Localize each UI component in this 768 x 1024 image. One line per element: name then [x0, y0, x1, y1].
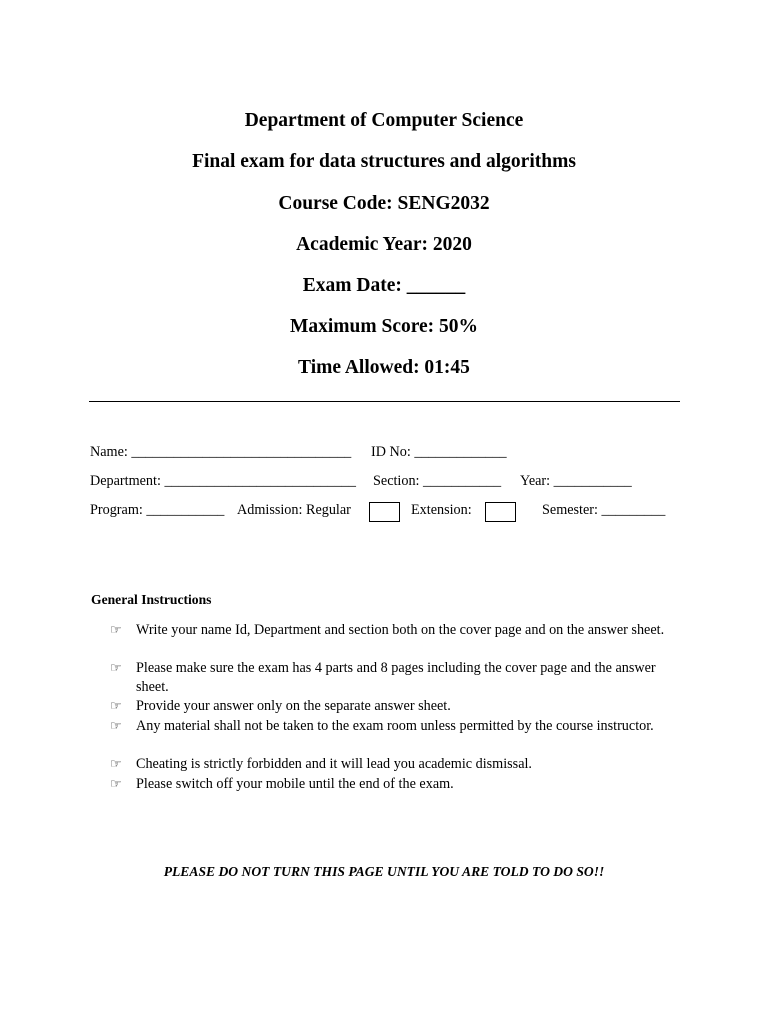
instruction-item: Please switch off your mobile until the end of the exam. — [136, 776, 454, 792]
program-field[interactable]: Program: ___________ — [90, 502, 225, 518]
department-field[interactable]: Department: ___________________________ — [90, 473, 356, 489]
semester-field[interactable]: Semester: _________ — [542, 502, 666, 518]
academic-year: Academic Year: 2020 — [296, 234, 472, 255]
pointing-hand-icon: ☞ — [110, 756, 122, 771]
exam-title: Final exam for data structures and algorithms — [192, 151, 576, 172]
pointing-hand-icon: ☞ — [110, 698, 122, 713]
pointing-hand-icon: ☞ — [110, 776, 122, 791]
instruction-item: Cheating is strictly forbidden and it will lead you academic dismissal. — [136, 756, 532, 772]
instruction-item: Please make sure the exam has 4 parts and 8 pages including the cover page and the answer sheet. — [136, 660, 656, 696]
admission-regular-label: Admission: Regular — [237, 502, 351, 518]
instruction-item: Any material shall not be taken to the exam room unless permitted by the course instructor. — [136, 718, 654, 734]
instruction-item: Write your name Id, Department and section both on the cover page and on the answer sheet. — [136, 622, 665, 638]
department-heading: Department of Computer Science — [244, 110, 524, 131]
pointing-hand-icon: ☞ — [110, 718, 122, 733]
maximum-score: Maximum Score: 50% — [289, 316, 479, 337]
instructions-title: General Instructions — [91, 592, 212, 607]
pointing-hand-icon: ☞ — [110, 622, 122, 637]
pointing-hand-icon: ☞ — [110, 660, 122, 675]
section-field[interactable]: Section: ___________ — [373, 473, 502, 489]
instruction-item: Provide your answer only on the separate answer sheet. — [136, 698, 451, 714]
regular-checkbox[interactable] — [369, 502, 400, 522]
extension-checkbox[interactable] — [485, 502, 516, 522]
year-field[interactable]: Year: ___________ — [520, 473, 632, 489]
exam-date: Exam Date: ______ — [302, 275, 466, 296]
do-not-turn-notice: PLEASE DO NOT TURN THIS PAGE UNTIL YOU ARE TOLD TO DO SO!! — [163, 864, 605, 879]
header-divider — [89, 401, 680, 402]
time-allowed: Time Allowed: 01:45 — [298, 357, 470, 378]
name-field[interactable]: Name: _______________________________ — [90, 444, 352, 460]
course-code: Course Code: SENG2032 — [278, 193, 490, 214]
id-number-field[interactable]: ID No: _____________ — [371, 444, 507, 460]
extension-label: Extension: — [411, 502, 472, 518]
